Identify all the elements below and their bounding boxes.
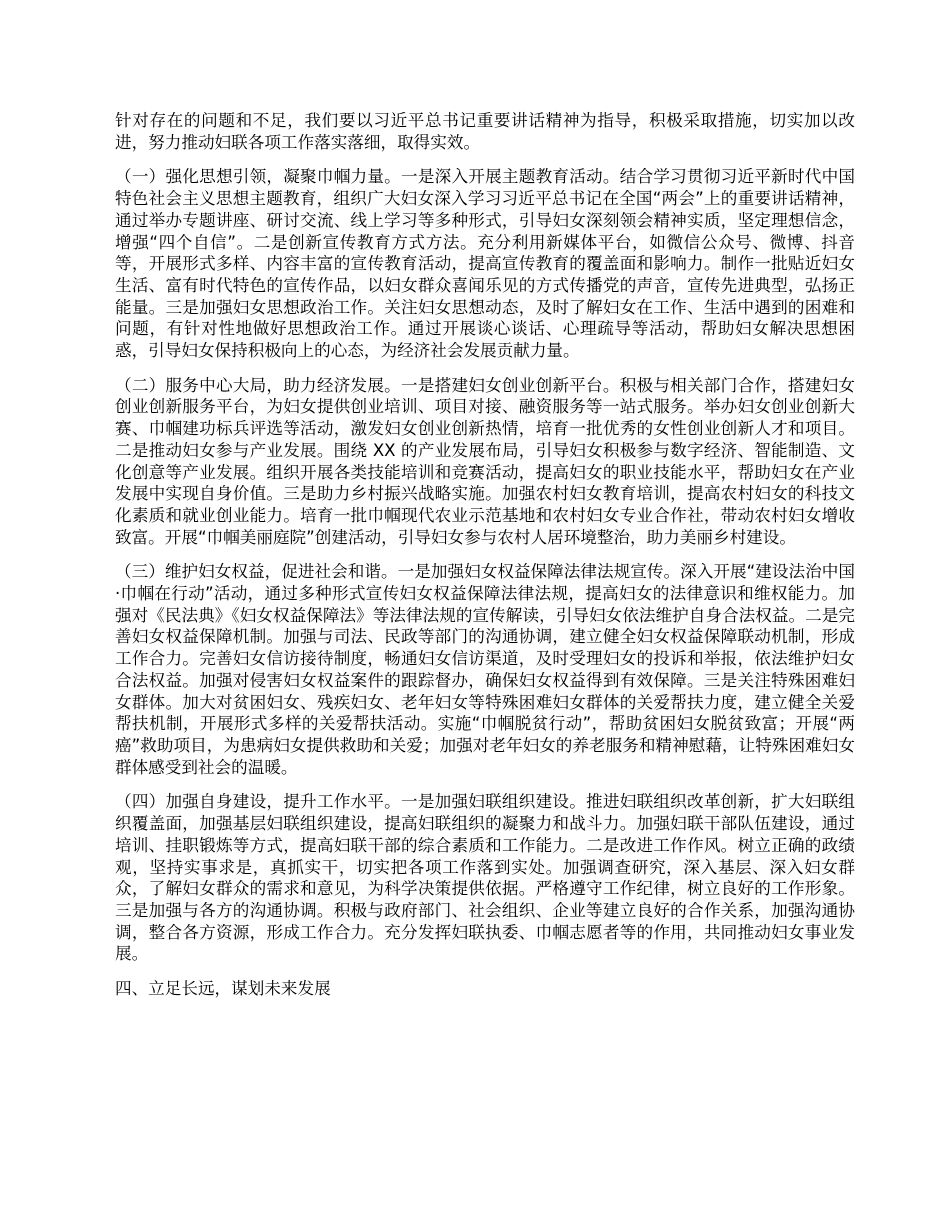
paragraph-intro: 针对存在的问题和不足，我们要以习近平总书记重要讲话精神为指导，积极采取措施，切实加以改进，努力推动妇联各项工作落实落细，取得实效。	[115, 111, 855, 152]
paragraph-section-2: （二）服务中心大局，助力经济发展。一是搭建妇女创业创新平台。积极与相关部门合作，搭建妇女创业创新服务平台，为妇女提供创业培训、项目对接、融资服务等一站式服务。举办妇女创业创新大赛、巾帼建功标兵评选等活动，激发妇女创业创新热情，培育一批优秀的女性创业创新人才和项目。二是推动妇女参与产业发展。围绕 XX 的产业发展布局，引导妇女积极参与数字经济、智能制造、文化创意等产业发展。组织开展各类技能培训和竞赛活动，提高妇女的职业技能水平，帮助妇女在产业发展中实现自身价值。三是助力乡村振兴战略实施。加强农村妇女教育培训，提高农村妇女的科技文化素质和就业创业能力。培育一批巾帼现代农业示范基地和农村妇女专业合作社，带动农村妇女增收致富。开展“巾帼美丽庭院”创建活动，引导妇女参与农村人居环境整治，助力美丽乡村建设。	[115, 375, 855, 547]
paragraph-section-3: （三）维护妇女权益，促进社会和谐。一是加强妇女权益保障法律法规宣传。深入开展“建设法治中国·巾帼在行动”活动，通过多种形式宣传妇女权益保障法律法规，提高妇女的法律意识和维权能力。加强对《民法典》《妇女权益保障法》等法律法规的宣传解读，引导妇女依法维护自身合法权益。二是完善妇女权益保障机制。加强与司法、民政等部门的沟通协调，建立健全妇女权益保障联动机制，形成工作合力。完善妇女信访接待制度，畅通妇女信访渠道，及时受理妇女的投诉和举报，依法维护妇女合法权益。加强对侵害妇女权益案件的跟踪督办，确保妇女权益得到有效保障。三是关注特殊困难妇女群体。加大对贫困妇女、残疾妇女、老年妇女等特殊困难妇女群体的关爱帮扶力度，建立健全关爱帮扶机制，开展形式多样的关爱帮扶活动。实施“巾帼脱贫行动”，帮助贫困妇女脱贫致富；开展“两癌”救助项目，为患病妇女提供救助和关爱；加强对老年妇女的养老服务和精神慰藉，让特殊困难妇女群体感受到社会的温暖。	[115, 562, 855, 777]
section-heading: 四、立足长远，谋划未来发展	[115, 979, 331, 999]
paragraph-section-1: （一）强化思想引领，凝聚巾帼力量。一是深入开展主题教育活动。结合学习贯彻习近平新时代中国特色社会主义思想主题教育，组织广大妇女深入学习习近平总书记在全国“两会”上的重要讲话精神，通过举办专题讲座、研讨交流、线上学习等多种形式，引导妇女深刻领会精神实质，坚定理想信念，增强“四个自信”。二是创新宣传教育方式方法。充分利用新媒体平台，如微信公众号、微博、抖音等，开展形式多样、内容丰富的宣传教育活动，提高宣传教育的覆盖面和影响力。制作一批贴近妇女生活、富有时代特色的宣传作品，以妇女群众喜闻乐见的方式传播党的声音，宣传先进典型，弘扬正能量。三是加强妇女思想政治工作。关注妇女思想动态，及时了解妇女在工作、生活中遇到的困难和问题，有针对性地做好思想政治工作。通过开展谈心谈话、心理疏导等活动，帮助妇女解决思想困惑，引导妇女保持积极向上的心态，为经济社会发展贡献力量。	[115, 167, 855, 361]
document-body	[115, 110, 855, 1000]
paragraph-section-4: （四）加强自身建设，提升工作水平。一是加强妇联组织建设。推进妇联组织改革创新，扩大妇联组织覆盖面，加强基层妇联组织建设，提高妇联组织的凝聚力和战斗力。加强妇联干部队伍建设，通过培训、挂职锻炼等方式，提高妇联干部的综合素质和工作能力。二是改进工作作风。树立正确的政绩观，坚持实事求是，真抓实干，切实把各项工作落到实处。加强调查研究，深入基层、深入妇女群众，了解妇女群众的需求和意见，为科学决策提供依据。严格遵守工作纪律，树立良好的工作形象。三是加强与各方的沟通协调。积极与政府部门、社会组织、企业等建立良好的合作关系，加强沟通协调，整合各方资源，形成工作合力。充分发挥妇联执委、巾帼志愿者等的作用，共同推动妇女事业发展。	[115, 792, 855, 964]
